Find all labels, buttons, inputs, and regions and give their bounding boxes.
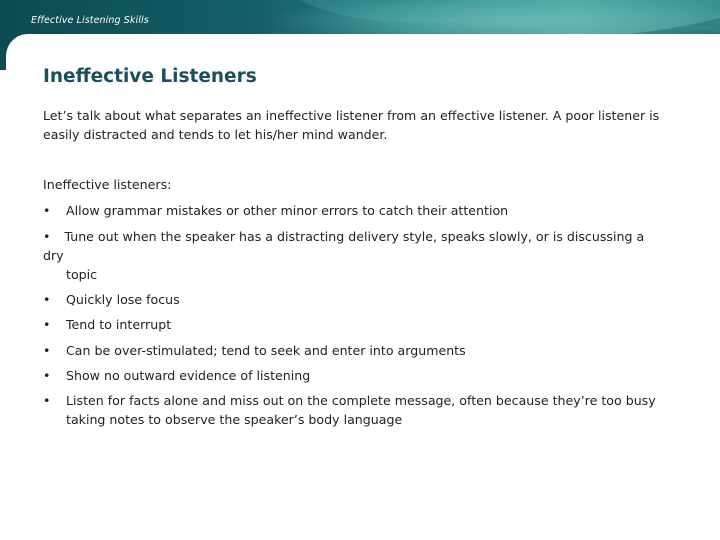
list-item-text: Allow grammar mistakes or other minor errors to catch their attention: [66, 203, 509, 218]
list-item: [43, 366, 693, 385]
bullet-dot: •: [43, 393, 51, 408]
list-item: [43, 391, 693, 429]
list-item-text: Can be over-stimulated; tend to seek and enter into arguments: [66, 343, 466, 358]
slide-title: Ineffective Listeners: [43, 66, 257, 87]
list-item-text: Tune out when the speaker has a distracting delivery style, speaks slowly, or is discussing a: [64, 229, 645, 244]
list-item: [43, 227, 693, 284]
bullet-dot: •: [43, 229, 51, 244]
bullet-dot: •: [43, 203, 51, 218]
list-item-text: Show no outward evidence of listening: [66, 368, 311, 383]
header-title: Effective Listening Skills: [31, 15, 149, 26]
bullet-dot: •: [43, 317, 51, 332]
bullet-dot: •: [43, 368, 51, 383]
bullet-dot: •: [43, 292, 51, 307]
list-item-text: Tend to interrupt: [66, 317, 172, 332]
list-heading: Ineffective listeners:: [43, 177, 172, 192]
bullet-dot: •: [43, 343, 51, 358]
list-item: [43, 341, 693, 360]
intro-paragraph: Let’s talk about what separates an ineffective listener from an effective listener. A poor listener is easily distracted and tends to let his/her mind wander.: [43, 108, 660, 142]
list-item: [43, 290, 693, 309]
list-item-text: Listen for facts alone and miss out on the complete message, often because they’re too busy taking notes to observe the speaker’s body language: [66, 393, 656, 427]
list-item-text-continuation: topic: [66, 267, 98, 282]
list-item-text: Quickly lose focus: [66, 292, 180, 307]
list-item: [43, 315, 693, 334]
list-item: [43, 201, 693, 220]
list-item-text-continuation: dry: [43, 248, 64, 263]
